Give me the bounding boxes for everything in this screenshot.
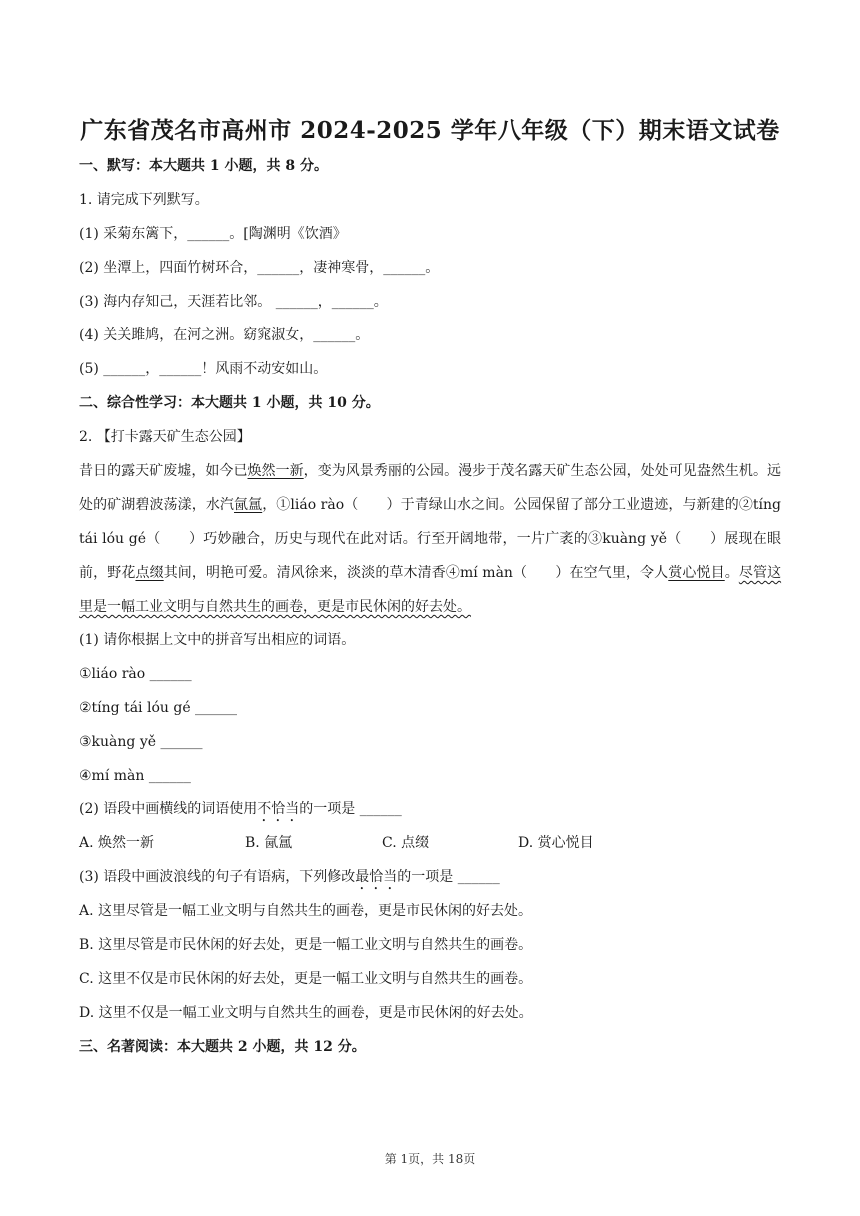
sub-question-1: (1) 请你根据上文中的拼音写出相应的词语。 — [79, 632, 356, 648]
page-title: 广东省茂名市高州市 2024-2025 学年八年级（下）期末语文试卷 — [80, 117, 780, 144]
passage-text: ，①liáo rào（ ）于青绿山水之间。公园保留了部分工业遗迹，与新建的②tíng tái lóu gé（ ）巧妙融合，历史与现代在此对话。行至开阔地带，一片广袤的③kuàng yě（ ）展现在眼前，野花 — [79, 497, 782, 581]
pinyin-item-3: ③kuàng yě ______ — [79, 734, 203, 750]
passage-text: ，变为风景秀丽的公园。漫步于茂名露天矿生态公园，处处可见盎然生机。远处的矿湖碧波荡漾，水汽 — [79, 463, 782, 513]
reading-passage — [79, 454, 781, 624]
pinyin-item-1: ①liáo rào ______ — [79, 666, 192, 682]
sub3-option-c: C. 这里不仅是市民休闲的好去处，更是一幅工业文明与自然共生的画卷。 — [79, 971, 533, 987]
sub3-option-d: D. 这里不仅是一幅工业文明与自然共生的画卷，更是市民休闲的好去处。 — [79, 1005, 533, 1021]
q1-item-3: (3) 海内存知己，天涯若比邻。 ______，______。 — [79, 294, 388, 310]
option-b: B. 氤氲 — [245, 835, 293, 851]
q1-item-1: (1) 采菊东篱下，______。[陶渊明《饮酒》 — [79, 226, 347, 242]
underlined-word-2: 氤氲 — [234, 497, 263, 513]
sub-question-2-text: (2) 语段中画横线的词语使用 — [79, 801, 258, 817]
pinyin-item-4: ④mí màn ______ — [79, 768, 191, 784]
option-d: D. 赏心悦目 — [518, 835, 594, 851]
underlined-word-1: 焕然一新 — [247, 463, 304, 479]
sub-question-2-text: 的一项是 ______ — [299, 801, 402, 817]
passage-text: 昔日的露天矿废墟，如今已 — [79, 463, 248, 479]
underlined-word-3: 点缀 — [135, 565, 164, 581]
underlined-word-4: 赏心悦目 — [668, 565, 725, 581]
option-a: A. 焕然一新 — [79, 835, 155, 851]
emphasis-dots-text: 不恰当 — [257, 801, 300, 817]
q1-item-4: (4) 关关雎鸠，在河之洲。窈窕淑女，______。 — [79, 327, 370, 343]
wavy-underlined-sentence: 尽管这里是一幅工业文明与自然共生的画卷，更是市民休闲的好去处。 — [79, 565, 782, 615]
sub-question-3-text: 的一项是 ______ — [397, 869, 500, 885]
passage-text: 。 — [724, 565, 739, 581]
question-2-title: 2. 【打卡露天矿生态公园】 — [79, 429, 251, 445]
sub3-option-b: B. 这里尽管是市民休闲的好去处，更是一幅工业文明与自然共生的画卷。 — [79, 937, 533, 953]
sub3-option-a: A. 这里尽管是一幅工业文明与自然共生的画卷，更是市民休闲的好去处。 — [79, 903, 533, 919]
sub-question-2-options — [79, 833, 594, 853]
passage-text: 其间，明艳可爱。清风徐来，淡淡的草木清香④mí màn（ ）在空气里，令人 — [163, 565, 669, 581]
section-3-header: 三、名著阅读：本大题共 2 小题，共 12 分。 — [79, 1039, 366, 1055]
emphasis-dots-text: 最恰当 — [355, 869, 398, 885]
section-1-header: 一、默写：本大题共 1 小题，共 8 分。 — [79, 158, 328, 174]
q1-item-5: (5) ______，______！风雨不动安如山。 — [79, 361, 328, 377]
sub-question-3-text: (3) 语段中画波浪线的句子有语病，下列修改 — [79, 869, 356, 885]
page-number: 第 1页，共 18页 — [384, 1152, 476, 1166]
q1-item-2: (2) 坐潭上，四面竹树环合，______，凄神寒骨，______。 — [79, 260, 440, 276]
pinyin-item-2: ②tíng tái lóu gé ______ — [79, 700, 238, 716]
question-1-prompt: 1. 请完成下列默写。 — [79, 192, 209, 208]
option-c: C. 点缀 — [382, 835, 430, 851]
section-2-header: 二、综合性学习：本大题共 1 小题，共 10 分。 — [79, 395, 380, 411]
sub-question-2 — [79, 799, 402, 825]
sub-question-3 — [79, 867, 500, 893]
